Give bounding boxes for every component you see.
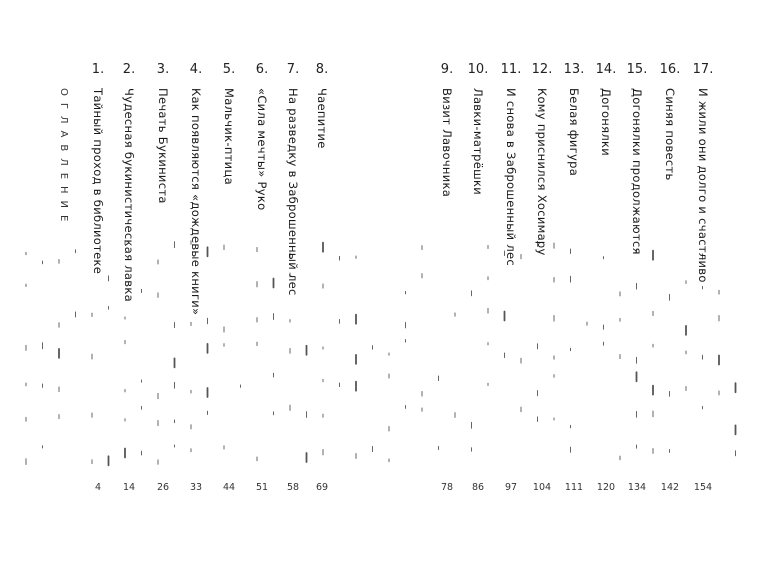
chapter-page-number: 154 xyxy=(693,482,713,493)
chapter-title: На разведку в Заброшенный лес xyxy=(286,88,300,296)
chapter-page-number: 69 xyxy=(315,482,329,493)
chapter-title: Кому приснился Хосимару xyxy=(535,88,549,256)
chapter-title: Чудесная букинистическая лавка xyxy=(122,88,136,302)
chapter-title: Догонялки продолжаются xyxy=(630,88,644,255)
chapter-title: Тайный проход в библиотеке xyxy=(91,88,105,275)
chapter-title: Как появляются «дождевые книги» xyxy=(189,88,203,316)
chapter-page-number: 134 xyxy=(627,482,647,493)
chapter-number: 17. xyxy=(692,62,714,77)
chapter-title: И жили они долго и счастливо xyxy=(696,88,710,283)
chapter-page-number: 111 xyxy=(564,482,584,493)
chapter-number: 12. xyxy=(531,62,553,77)
chapter-page-number: 86 xyxy=(471,482,485,493)
chapter-page-number: 51 xyxy=(255,482,269,493)
chapter-page-number: 104 xyxy=(532,482,552,493)
chapter-number: 5. xyxy=(222,62,236,77)
chapter-page-number: 58 xyxy=(286,482,300,493)
chapter-number: 6. xyxy=(255,62,269,77)
chapter-page-number: 4 xyxy=(94,482,102,493)
chapter-title: Мальчик-птица xyxy=(222,88,236,185)
chapter-number: 16. xyxy=(659,62,681,77)
chapter-page-number: 97 xyxy=(504,482,518,493)
chapter-number: 15. xyxy=(626,62,648,77)
chapter-number: 11. xyxy=(500,62,522,77)
chapter-title: Лавки-матрёшки xyxy=(471,88,485,195)
chapter-title: Печать Букиниста xyxy=(156,88,170,204)
chapter-title: И снова в Заброшенный лес xyxy=(504,88,518,266)
chapter-title: Чаепитие xyxy=(315,88,329,149)
chapter-title: «Сила мечты» Руко xyxy=(255,88,269,211)
contents-heading: ОГЛАВЛЕНИЕ xyxy=(58,88,69,229)
chapter-number: 2. xyxy=(122,62,136,77)
chapter-title: Белая фигура xyxy=(567,88,581,177)
chapter-number: 4. xyxy=(189,62,203,77)
chapter-page-number: 44 xyxy=(222,482,236,493)
chapter-title: Синяя повесть xyxy=(663,88,677,181)
chapter-page-number: 33 xyxy=(189,482,203,493)
chapter-number: 3. xyxy=(156,62,170,77)
chapter-page-number: 26 xyxy=(156,482,170,493)
chapter-number: 7. xyxy=(286,62,300,77)
chapter-page-number: 78 xyxy=(440,482,454,493)
chapter-title: Догонялки xyxy=(599,88,613,157)
chapter-number: 10. xyxy=(467,62,489,77)
chapter-number: 13. xyxy=(563,62,585,77)
chapter-title: Визит Лавочника xyxy=(440,88,454,198)
chapter-number: 9. xyxy=(440,62,454,77)
chapter-number: 1. xyxy=(91,62,105,77)
chapter-page-number: 120 xyxy=(596,482,616,493)
chapter-number: 14. xyxy=(595,62,617,77)
chapter-page-number: 14 xyxy=(122,482,136,493)
chapter-page-number: 142 xyxy=(660,482,680,493)
chapter-number: 8. xyxy=(315,62,329,77)
